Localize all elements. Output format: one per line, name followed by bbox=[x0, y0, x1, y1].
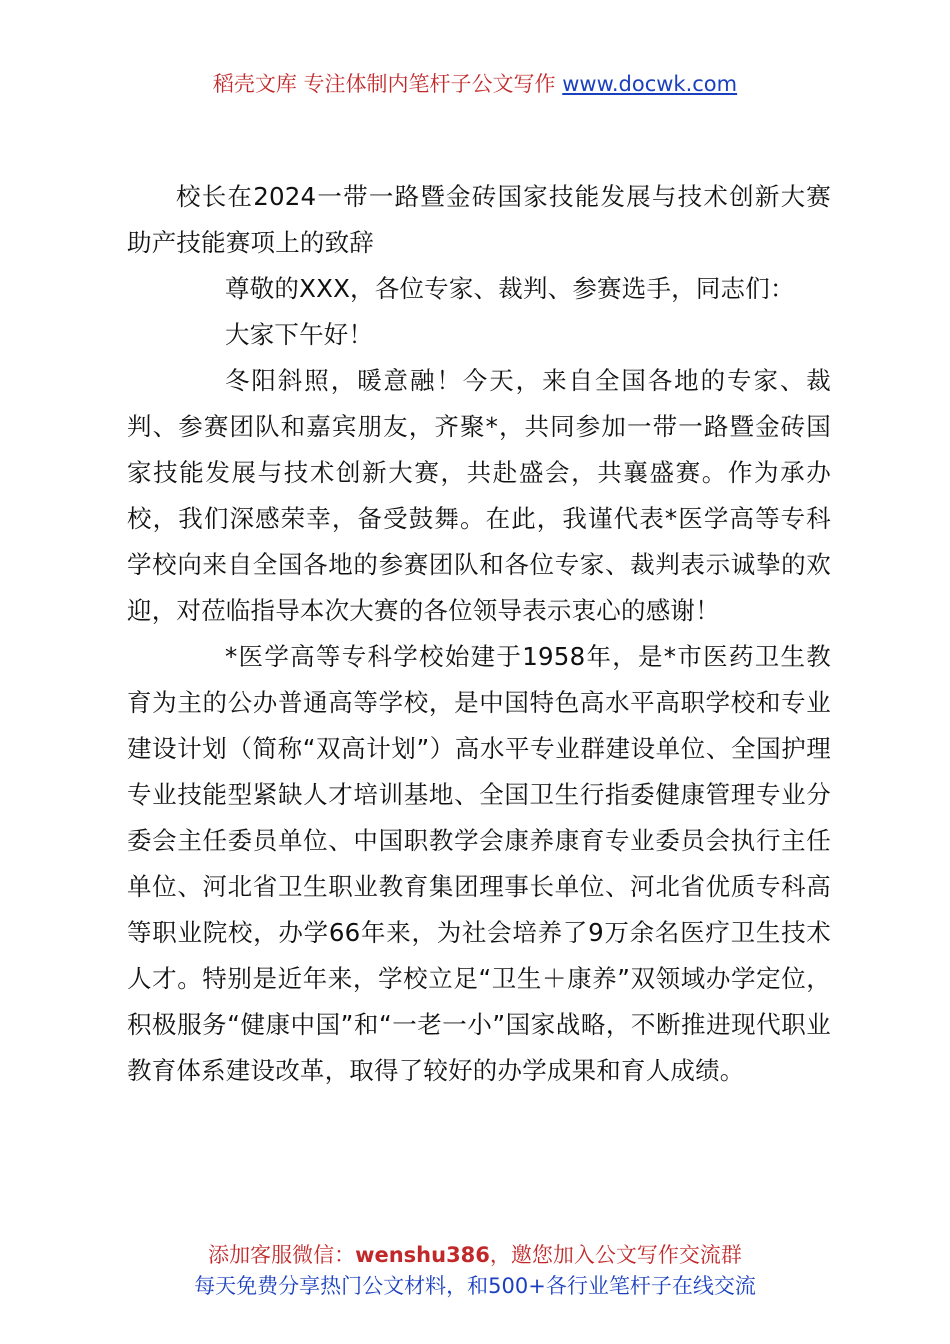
footer-wechat-line bbox=[0, 1240, 950, 1270]
paragraph-2: *医学高等专科学校始建于1958年，是*市医药卫生教育为主的公办普通高等学校，是中国特色高水平高职学校和专业建设计划（简称“双高计划”）高水平专业群建设单位、全国护理专业技能型紧缺人才培训基地、全国卫生行指委健康管理专业分委会主任委员单位、中国职教学会康养康育专业委员会执行主任单位、河北省卫生职业教育集团理事长单位、河北省优质专科高等职业院校，办学66年来，为社会培养了9万余名医疗卫生技术人才。特别是近年来，学校立足“卫生＋康养”双领域办学定位，积极服务“健康中国”和“一老一小”国家战略，不断推进现代职业教育体系建设改革，取得了较好的办学成果和育人成绩。 bbox=[127, 642, 831, 1085]
footer-line1-prefix: 添加客服微信： bbox=[208, 1243, 356, 1267]
footer-promo-line: 每天免费分享热门公文材料，和500+各行业笔杆子在线交流 bbox=[194, 1274, 756, 1298]
paragraph-1: 冬阳斜照，暖意融！今天，来自全国各地的专家、裁判、参赛团队和嘉宾朋友，齐聚*，共同参加一带一路暨金砖国家技能发展与技术创新大赛，共赴盛会，共襄盛赛。作为承办校，我们深感荣幸，备受鼓舞。在此，我谨代表*医学高等专科学校向来自全国各地的参赛团队和各位专家、裁判表示诚挚的欢迎，对莅临指导本次大赛的各位领导表示衷心的感谢！ bbox=[127, 366, 831, 625]
greeting: 大家下午好！ bbox=[225, 320, 374, 349]
header-url-link[interactable]: www.docwk.com bbox=[562, 72, 738, 96]
salutation: 尊敬的XXX，各位专家、裁判、参赛选手，同志们： bbox=[225, 274, 795, 303]
footer-line1-suffix: ，邀您加入公文写作交流群 bbox=[489, 1243, 742, 1267]
document-body bbox=[127, 174, 831, 1094]
page-header bbox=[0, 70, 950, 98]
wechat-id: wenshu386 bbox=[355, 1243, 490, 1267]
header-brand: 稻壳文库 专注体制内笔杆子公文写作 bbox=[212, 72, 556, 96]
document-title: 校长在2024一带一路暨金砖国家技能发展与技术创新大赛助产技能赛项上的致辞 bbox=[127, 182, 831, 257]
